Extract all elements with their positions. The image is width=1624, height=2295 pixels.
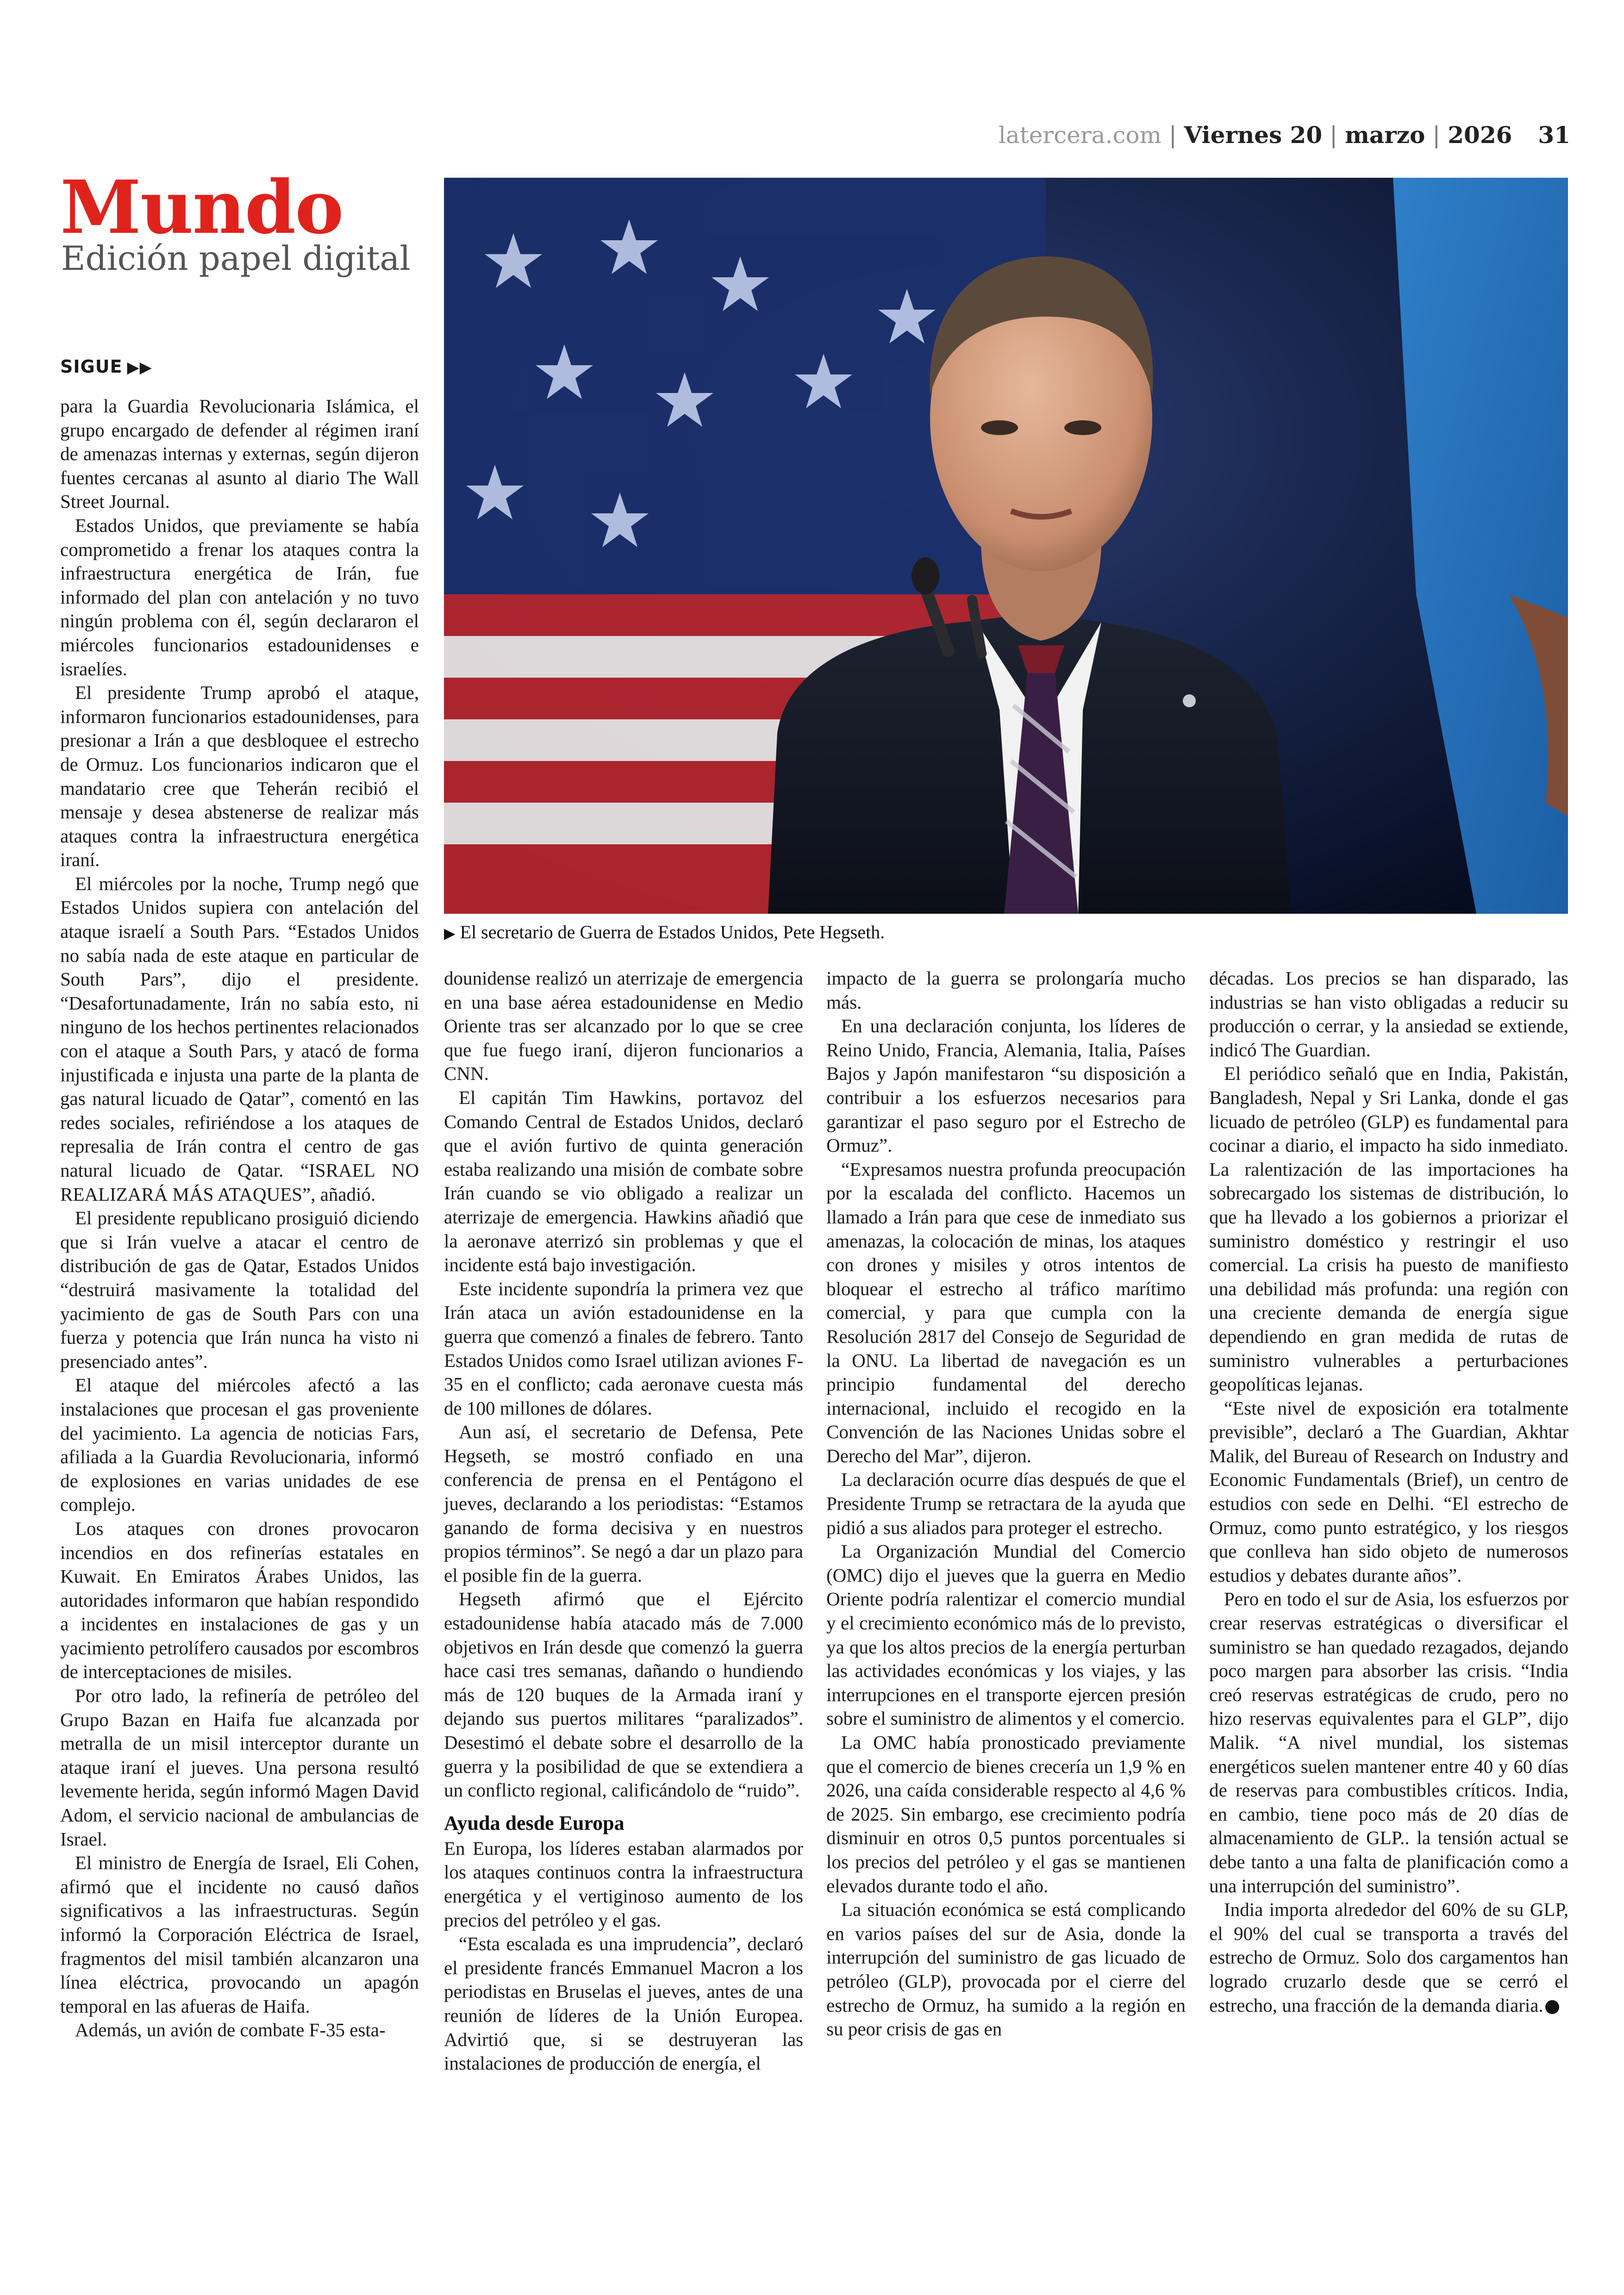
photo-illustration — [444, 178, 1568, 914]
paragraph: “Este nivel de exposición era totalmente previsible”, declaró a The Guardian, Akhtar Malik, del Bureau of Research on Industry and Economic Fundamentals (Brief), un centro de estudios con sede en Delhi. “El estrecho de Ormuz, como punto estratégico, y los riesgos que conlleva han sido objeto de numerosos estudios y debates durante años”. — [1209, 1397, 1568, 1586]
caption-arrow-icon: ▶ — [444, 925, 456, 942]
subheading: Ayuda desde Europa — [444, 1811, 625, 1834]
paragraph: La Organización Mundial del Comercio (OMC) dijo el jueves que la guerra en Medio Oriente podría ralentizar el comercio mundial y el crecimiento económico más de lo previsto, ya que los altos precios de la energía perturban las actividades económicas y los viajes, y las interrupciones en el transporte ejercen presión sobre el suministro de alimentos y el comercio. — [826, 1540, 1186, 1729]
paragraph: “Esta escalada es una imprudencia”, declaró el presidente francés Emmanuel Macron a los periodistas en Bruselas el jueves, antes de una reunión de líderes de la Unión Europea. Advirtió que, si se destruyeran las instalaciones de producción de energía, el — [444, 1933, 803, 2074]
paragraph: Aun así, el secretario de Defensa, Pete Hegseth, se mostró confiado en una conferencia de prensa en el Pentágono el jueves, declarando a los periodistas: “Estamos ganando de forma decisiva y en nuestros propios términos”. Se negó a dar un plazo para el posible fin de la guerra. — [444, 1421, 803, 1586]
page-header: latercera.com | Viernes 20 | marzo | 2026 31 — [998, 121, 1570, 149]
paragraph: El periódico señaló que en India, Pakistán, Bangladesh, Nepal y Sri Lanka, donde el gas licuado de petróleo (GLP) es fundamental para cocinar a diario, el impacto ha sido inmediato. La ralentización de las importaciones ha sobrecargado los sistemas de distribución, lo que ha llevado a los gobiernos a priorizar el suministro doméstico y restringir el uso comercial. La crisis ha puesto de manifiesto una debilidad más profunda: una región con una creciente demanda de energía sigue dependiendo en gran medida de rutas de suministro vulnerables a perturbaciones geopolíticas lejanas. — [1209, 1063, 1568, 1395]
paragraph: impacto de la guerra se prolongaría mucho más. — [826, 967, 1186, 1013]
paragraph: Los ataques con drones provocaron incendios en dos refinerías estatales en Kuwait. En Emiratos Árabes Unidos, las autoridades informaron que habían respondido a incidentes en instalaciones de gas y un yacimiento petrolífero causados por escombros de interceptaciones de misiles. — [60, 1517, 419, 1683]
paragraph: para la Guardia Revolucionaria Islámica, el grupo encargado de defender al régimen iraní de amenazas internas y externas, según dijeron fuentes cercanas al asunto al diario The Wall Street Journal. — [60, 395, 419, 512]
paragraph: El presidente Trump aprobó el ataque, informaron funcionarios estadounidenses, para presionar a Irán a que desbloquee el estrecho de Ormuz. Los funcionarios indicaron que el mandatario cree que Teherán recibió el mensaje y desea abstenerse de realizar más ataques contra la infraestructura energética iraní. — [60, 682, 419, 871]
paragraph: El ataque del miércoles afectó a las instalaciones que procesan el gas proveniente del yacimiento. La agencia de noticias Fars, afiliada a la Guardia Revolucionaria, informó de explosiones en varias unidades de ese complejo. — [60, 1374, 419, 1515]
double-arrow-icon: ▶▶ — [127, 358, 152, 377]
paragraph: El ministro de Energía de Israel, Eli Cohen, afirmó que el incidente no causó daños significativos a las infraestructuras. Según informó la Corporación Eléctrica de Israel, fragmentos del misil también alcanzaron una línea eléctrica, provocando un apagón temporal en las afueras de Haifa. — [60, 1852, 419, 2017]
paragraph: décadas. Los precios se han disparado, las industrias se han visto obligadas a reducir su producción o cerrar, y la ansiedad se extiende, indicó The Guardian. — [1209, 967, 1568, 1060]
paragraph: dounidense realizó un aterrizaje de emergencia en una base aérea estadounidense en Medio Oriente tras ser alcanzado por lo que se cree que fue fuego iraní, dijeron funcionarios a CNN. — [444, 967, 803, 1085]
end-of-article-icon — [1545, 2000, 1559, 2014]
paragraph: El presidente republicano prosiguió diciendo que si Irán vuelve a atacar el centro de distribución de gas de Qatar, Estados Unidos “destruirá masivamente la totalidad del yacimiento de gas de South Pars con una fuerza y potencia que Irán nunca ha visto ni presenciado antes”. — [60, 1207, 419, 1372]
paragraph: Pero en todo el sur de Asia, los esfuerzos por crear reservas estratégicas o diversificar el suministro se han quedado rezagados, dejando poco margen para absorber las crisis. “India creó reservas estratégicas de crudo, pero no hizo reservas equivalentes para el GLP”, dijo Malik. “A nivel mundial, los sistemas energéticos suelen mantener entre 40 y 60 días de reservas para combustibles críticos. India, en cambio, tiene poco más de 20 días de almacenamiento de GLP.. la tensión actual se debe tanto a una falta de planificación como a una interrupción del suministro”. — [1209, 1588, 1568, 1896]
paragraph: Por otro lado, la refinería de petróleo del Grupo Bazan en Haifa fue alcanzada por metralla de un misil interceptor durante un ataque iraní el jueves. Una persona resultó levemente herida, según informó Magen David Adom, el servicio nacional de ambulancias de Israel. — [60, 1685, 419, 1850]
paragraph: Este incidente supondría la primera vez que Irán ataca un avión estadounidense en la guerra que comenzó a finales de febrero. Tanto Estados Unidos como Israel utilizan aviones F-35 en el conflicto; cada aeronave cuesta más de 100 millones de dólares. — [444, 1278, 803, 1419]
paragraph: La situación económica se está complicando en varios países del sur de Asia, donde la interrupción del suministro de gas licuado de petróleo (GLP), provocada por el cierre del estrecho de Ormuz, ha sumido a la región en su peor crisis de gas en — [826, 1899, 1186, 2040]
caption-text: El secretario de Guerra de Estados Unidos, Pete Hegseth. — [460, 922, 885, 942]
site-name[interactable]: latercera.com — [998, 121, 1162, 149]
paragraph: En Europa, los líderes estaban alarmados por los ataques continuos contra la infraestructura energética y el vertiginoso aumento de los precios del petróleo y el gas. — [444, 1837, 803, 1931]
paragraph: En una declaración conjunta, los líderes de Reino Unido, Francia, Alemania, Italia, Países Bajos y Japón manifestaron “su disposición a contribuir a los esfuerzos necesarios para garantizar el paso seguro por el Estrecho de Ormuz”. — [826, 1015, 1186, 1156]
header-month: marzo — [1344, 121, 1425, 149]
photo-caption — [444, 921, 1568, 943]
article-column-1 — [60, 394, 419, 2042]
news-photo — [444, 178, 1568, 914]
paragraph: El miércoles por la noche, Trump negó que Estados Unidos supiera con antelación del ataque israelí a South Pars. “Estados Unidos no sabía nada de este ataque en particular de South Pars”, dijo el presidente. “Desafortunadamente, Irán no sabía esto, ni ninguno de los hechos pertinentes relacionados con el ataque a South Pars, y atacó de forma injustificada e injusta una parte de la planta de gas natural licuado de Qatar”, comentó en las redes sociales, refiriéndose a los ataques de represalia de Irán contra el centro de gas natural licuado de Qatar. “ISRAEL NO REALIZARÁ MÁS ATAQUES”, añadió. — [60, 873, 419, 1205]
paragraph: La OMC había pronosticado previamente que el comercio de bienes crecería un 1,9 % en 2026, una caída considerable respecto al 4,6 % de 2025. Sin embargo, ese crecimiento podría disminuir en otros 0,5 puntos porcentuales si los precios del petróleo y el gas se mantienen elevados durante todo el año. — [826, 1732, 1186, 1896]
paragraph: Estados Unidos, que previamente se había comprometido a frenar los ataques contra la infraestructura energética de Irán, fue informado del plan con antelación y no tuvo ningún problema con él, según declararon el miércoles funcionarios estadounidenses e israelíes. — [60, 514, 419, 680]
article-column-4 — [1209, 967, 1568, 2017]
continuation-label — [60, 356, 152, 377]
article-column-3 — [826, 967, 1186, 2041]
section-subtitle: Edición papel digital — [61, 239, 411, 278]
continuation-text: SIGUE — [60, 356, 123, 377]
paragraph: Además, un avión de combate F-35 esta- — [75, 2019, 386, 2041]
paragraph: El capitán Tim Hawkins, portavoz del Comando Central de Estados Unidos, declaró que el avión furtivo de quinta generación estaba realizando una misión de combate sobre Irán cuando se vio obligado a realizar un aterrizaje de emergencia. Hawkins añadió que la aeronave aterrizó sin problemas y que el incidente está bajo investigación. — [444, 1086, 803, 1276]
paragraph-last — [1209, 1898, 1568, 2017]
paragraph-text: India importa alrededor del 60% de su GLP, el 90% del cual se transporta a través del estrecho de Ormuz. Solo dos cargamentos han logrado cruzarlo desde que se cerró el estrecho, una fracción de la demanda diaria. — [1209, 1899, 1568, 2016]
paragraph: Hegseth afirmó que el Ejército estadounidense había atacado más de 7.000 objetivos en Irán desde que comenzó la guerra hace casi tres semanas, dañando o hundiendo más de 120 buques de la Armada iraní y dejando sus puertos militares “paralizados”. Desestimó el debate sobre el desarrollo de la guerra y la posibilidad de que se extendiera a un conflicto regional, calificándolo de “ruido”. — [444, 1588, 803, 1801]
header-year: 2026 — [1448, 121, 1512, 149]
header-day: Viernes 20 — [1184, 121, 1323, 149]
section-title: Mundo — [60, 165, 343, 250]
article-column-2 — [444, 967, 803, 2076]
paragraph: “Expresamos nuestra profunda preocupación por la escalada del conflicto. Hacemos un llamado a Irán para que cese de inmediato sus amenazas, la colocación de minas, los ataques con drones y misiles y otros intentos de bloquear el estrecho al tráfico marítimo comercial, y para que cumpla con la Resolución 2817 del Consejo de Seguridad de la ONU. La libertad de navegación es un principio fundamental del derecho internacional, incluido el recogido en la Convención de las Naciones Unidas sobre el Derecho del Mar”, dijeron. — [826, 1158, 1186, 1466]
page-number: 31 — [1538, 121, 1570, 149]
paragraph: La declaración ocurre días después de que el Presidente Trump se retractara de la ayuda que pidió a sus aliados para proteger el estrecho. — [826, 1469, 1186, 1538]
